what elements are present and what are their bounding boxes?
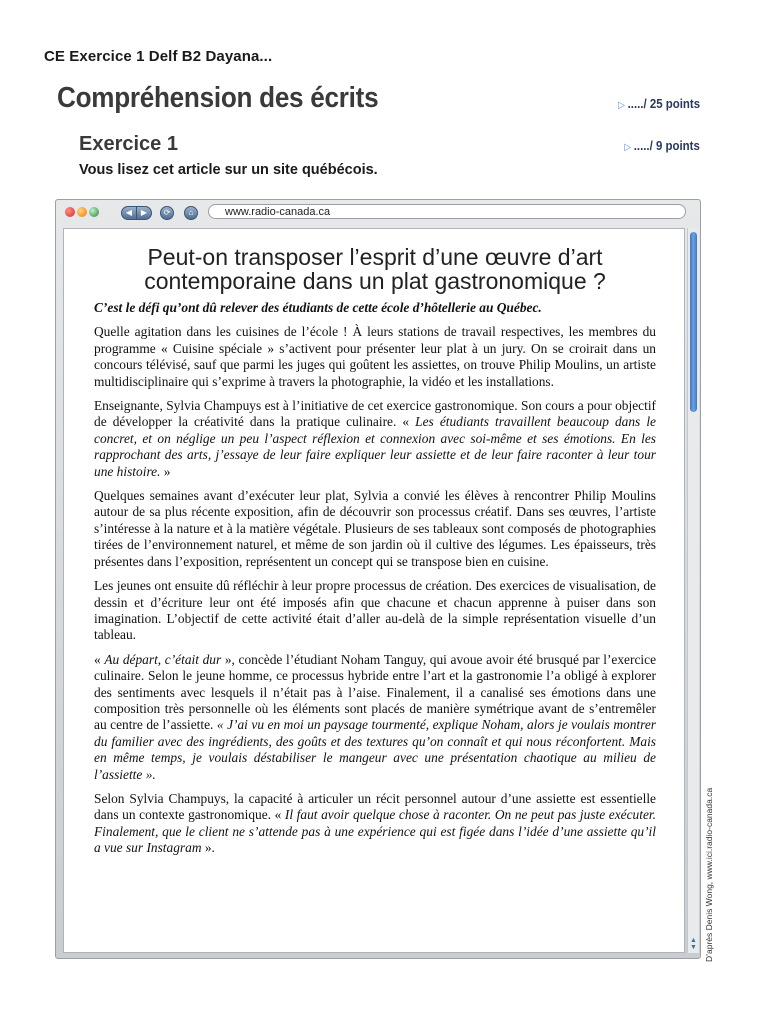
minimize-window-button[interactable]: [77, 207, 87, 217]
p5-quote-1: Au départ, c’était dur: [104, 651, 222, 667]
p6-quote: Il faut avoir quelque chose à raconter. On ne peut pas juste exécuter. Finalement, que le client ne s’attende pas à une expérience qui est figée dans l’idée d’une assiette qu’il a vue sur Instagram: [94, 807, 656, 856]
play-triangle-icon: ▷: [618, 100, 625, 111]
play-triangle-icon: ▷: [624, 142, 632, 153]
article-paragraph-3: Quelques semaines avant d’exécuter leur plat, Sylvia a convié les élèves à rencontrer Philip Moulins autour de sa plus récente exposition, afin de découvrir son processus créatif. Dans ses œuvres, l’artiste s’intéresse à la nature et à la matière végétale. Plusieurs de ses tableaux sont composés de photographies tirées de l’environnement naturel, et même de son jardin où il cultive des légumes. Les épaisseurs, très présentes dans l’exposition, représentent un concept qui se transpose bien en cuisine.: [94, 488, 656, 569]
p5-text-c: », concède l’étudiant Noham Tanguy, qui avoue avoir été brusqué par l’exercice culinaire. Selon le jeune homme, ce processus hybride entre l’art et la gastronomie l’a obligé à explorer des sentiments avec lesquels il n’était pas à l’aise. Finalement, il a canalisé ses émotions dans une composition très personnelle où les éléments sont placés de manière symétrique avant de s’entremêler au centre de l’assiette.: [94, 651, 657, 733]
p6-text-c: ».: [201, 840, 215, 856]
p5-text-a: «: [94, 651, 105, 667]
home-icon[interactable]: ⌂: [184, 206, 198, 220]
close-window-button[interactable]: [65, 207, 75, 217]
browser-toolbar: [56, 200, 700, 225]
exercise-points-text: ...../ 9 points: [633, 138, 700, 153]
article-headline: [94, 245, 656, 293]
section-points-text: ...../ 25 points: [627, 96, 700, 111]
exercise-instruction: Vous lisez cet article sur un site québécois.: [79, 162, 378, 178]
source-credit: D’après Denis Wong, www.ici.radio-canada.ca: [704, 787, 714, 962]
reload-icon[interactable]: ⟳: [160, 206, 174, 220]
scroll-arrows-icon[interactable]: ▲ ▼: [690, 937, 697, 951]
article-paragraph-1: Quelle agitation dans les cuisines de l’école ! À leurs stations de travail respectives, les membres du programme « Cuisine spéciale » s’activent pour présenter leur plat à un jury. On se croirait dans un concours télévisé, sauf que parmi les juges qui goûtent les assiettes, on trouve Philip Moulins, un artiste multidisciplinaire qui s’exprime à travers la photographie, la vidéo et les installations.: [94, 324, 656, 389]
article-paragraph-6: [94, 791, 656, 857]
article: [94, 245, 656, 865]
article-paragraph-2: [94, 398, 656, 480]
article-paragraph-4: Les jeunes ont ensuite dû réfléchir à leur propre processus de création. Des exercices de visualisation, de dessin et d’écriture leur ont été imposés afin que chacune et chacun apprenne à puiser dans son imagination. L’objectif de cette activité était d’aller au-delà de la simple représentation visuelle d’un tableau.: [94, 578, 656, 643]
section-title: Compréhension des écrits: [57, 82, 379, 114]
p2-quote: Les étudiants travaillent beaucoup dans le concret, et on néglige un peu l’aspect réflexion et connexion avec soi-même et ses émotions. En les rapprochant des arts, j’essaye de leur faire expliquer leur assiette et de leur faire raconter à leur tour une histoire.: [94, 414, 656, 479]
p5-quote-2: « J’ai vu en moi un paysage tourmenté, explique Noham, alors je voulais montrer du familier avec des ingrédients, des goûts et des textures qu’on connaît et qui nous réconfortent. Mais en même temps, je voulais déstabiliser le mangeur avec une présentation chaotique au milieu de l’assiette ».: [94, 717, 656, 782]
p2-text-c: »: [160, 463, 171, 479]
headline-line-2: contemporaine dans un plat gastronomique ?: [144, 268, 606, 294]
forward-arrow-icon[interactable]: ▶: [136, 206, 152, 220]
address-bar[interactable]: www.radio-canada.ca: [208, 204, 686, 219]
exercise-title: Exercice 1: [79, 133, 178, 155]
exercise-points: [624, 138, 700, 153]
scrollbar-thumb[interactable]: [690, 232, 697, 412]
article-paragraph-5: [94, 652, 656, 783]
p6-text-a: Selon Sylvia Champuys, la capacité à articuler un récit personnel autour d’une assiette est essentielle dans un contexte gastronomique. «: [94, 790, 656, 823]
document-title: CE Exercice 1 Delf B2 Dayana...: [44, 48, 273, 65]
headline-line-1: Peut-on transposer l’esprit d’une œuvre d’art: [147, 244, 603, 270]
p2-text-a: Enseignante, Sylvia Champuys est à l’initiative de cet exercice gastronomique. Son cours a pour objectif de développer la créativité dans la pratique culinaire. «: [94, 398, 656, 430]
section-points: [618, 96, 700, 111]
article-lead: C’est le défi qu’ont dû relever des étudiants de cette école d’hôtellerie au Québec.: [94, 300, 542, 315]
back-arrow-icon[interactable]: ◀: [121, 206, 137, 220]
maximize-window-button[interactable]: [89, 207, 99, 217]
vertical-scrollbar[interactable]: [687, 228, 699, 953]
